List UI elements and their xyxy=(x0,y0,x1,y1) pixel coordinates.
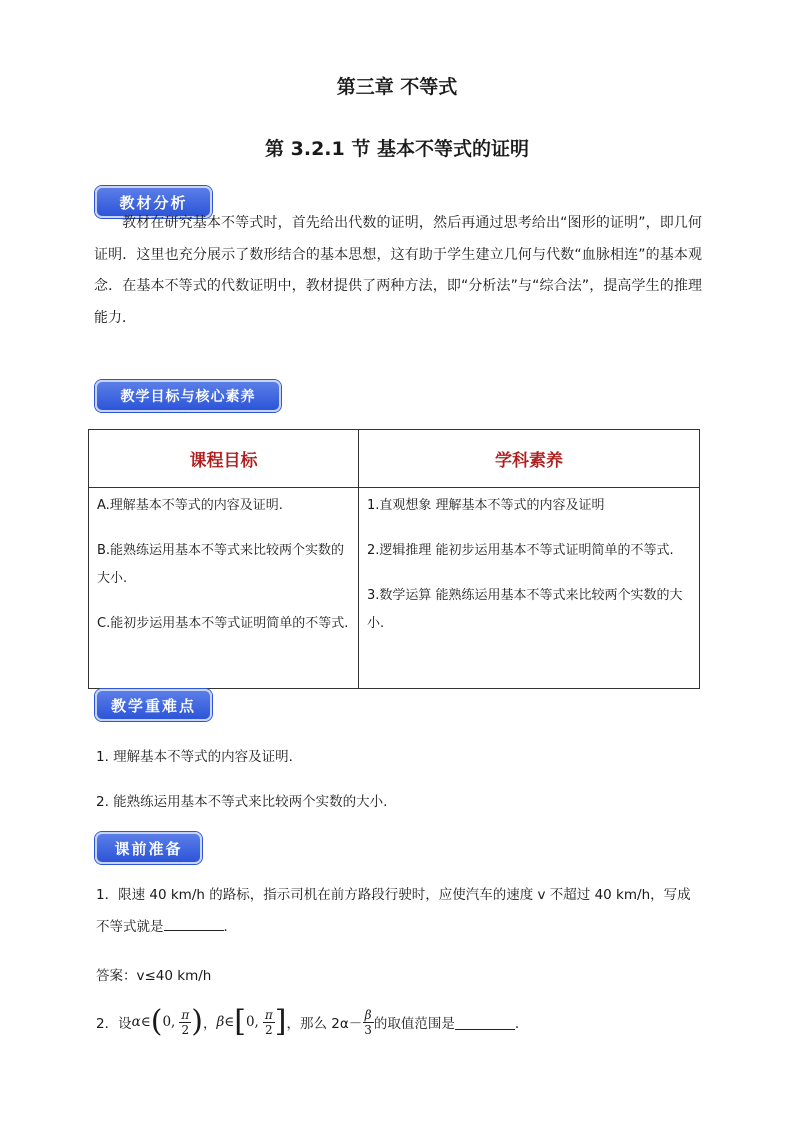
fraction-pi-over-2-b xyxy=(263,1008,275,1037)
goal-item-a: A.理解基本不等式的内容及证明. xyxy=(97,498,283,513)
key-point-1: 1. 理解基本不等式的内容及证明. xyxy=(96,749,293,765)
q2-separator: ， xyxy=(202,1016,217,1032)
section-title: 第 3.2.1 节 基本不等式的证明 xyxy=(265,138,529,160)
q2-prefix: 2．设 xyxy=(96,1016,132,1032)
analysis-text: 教材在研究基本不等式时，首先给出代数的证明，然后再通过思考给出“图形的证明”，即几何证明．这里也充分展示了数形结合的基本思想，这有助于学生建立几何与代数“血脉相连”的基本观念．在基本不等式的代数证明中，教材提供了两种方法，即“分析法”与“综合法”，提高学生的推理能力． xyxy=(94,215,702,326)
header-course-goals: 课程目标 xyxy=(89,430,359,488)
literacy-item-2: 2.逻辑推理 能初步运用基本不等式证明简单的不等式. xyxy=(367,543,674,558)
q2-zero-2: 0, xyxy=(245,1014,259,1030)
goal-item-c: C.能初步运用基本不等式证明简单的不等式. xyxy=(97,616,349,631)
q2-suffix: 的取值范围是 xyxy=(373,1016,455,1032)
frac-denominator: 3 xyxy=(364,1022,372,1037)
question-1 xyxy=(96,880,702,943)
key-points-badge: 教学重难点 xyxy=(95,689,212,721)
question-1-end: ． xyxy=(223,918,237,935)
answer-blank-1 xyxy=(164,916,224,931)
frac-numerator: π xyxy=(181,1007,190,1022)
key-point-2: 2. 能熟练运用基本不等式来比较两个实数的大小. xyxy=(96,794,388,810)
chapter-title: 第三章 不等式 xyxy=(336,76,458,98)
core-literacy-cell xyxy=(359,488,700,689)
goals-header-row xyxy=(89,430,700,488)
header-core-literacy: 学科素养 xyxy=(359,430,700,488)
analysis-badge: 教材分析 xyxy=(95,186,212,218)
literacy-item-1: 1.直观想象 理解基本不等式的内容及证明 xyxy=(367,498,605,513)
prep-badge: 课前准备 xyxy=(95,832,202,864)
goals-badge: 教学目标与核心素养 xyxy=(95,380,281,412)
question-2 xyxy=(96,1000,528,1044)
left-bracket: [ xyxy=(234,1004,246,1039)
frac-numerator: π xyxy=(264,1007,273,1022)
goals-body-row xyxy=(89,488,700,689)
fraction-pi-over-2-a xyxy=(179,1008,191,1037)
q2-mid: ，那么 2α－ xyxy=(286,1016,363,1032)
course-goals-cell xyxy=(89,488,359,689)
analysis-paragraph xyxy=(94,208,702,334)
frac-numerator: β xyxy=(364,1007,372,1022)
left-paren: ( xyxy=(150,1004,163,1039)
answer-blank-2 xyxy=(455,1015,515,1030)
literacy-item-3: 3.数学运算 能熟练运用基本不等式来比较两个实数的大小. xyxy=(367,588,683,631)
question-1-text: 1．限速 40 km/h 的路标，指示司机在前方路段行驶时，应使汽车的速度 v 不超过 40 km/h，写成不等式就是 xyxy=(96,887,691,935)
frac-denominator: 2 xyxy=(264,1022,273,1037)
answer-1: 答案：v≤40 km/h xyxy=(96,968,212,984)
frac-denominator: 2 xyxy=(181,1022,190,1037)
q2-alpha: α∈ xyxy=(131,1014,151,1030)
q2-zero-1: 0, xyxy=(162,1014,176,1030)
right-paren: ) xyxy=(191,1004,203,1039)
q2-beta: β∈ xyxy=(216,1014,235,1030)
goal-item-b: B.能熟练运用基本不等式来比较两个实数的大小. xyxy=(97,543,345,586)
fraction-beta-over-3 xyxy=(362,1008,374,1037)
right-bracket: ] xyxy=(274,1004,287,1039)
goals-table xyxy=(88,429,700,689)
q2-end: ． xyxy=(514,1016,529,1032)
